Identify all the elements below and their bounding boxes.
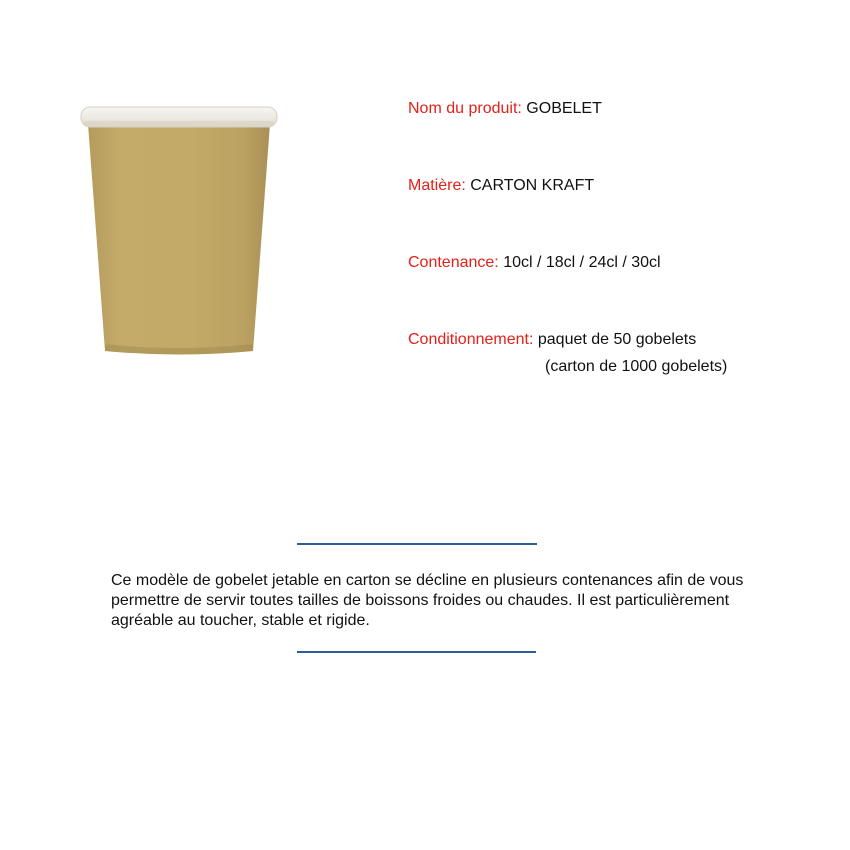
spec-label: Contenance: — [408, 254, 499, 271]
divider-top — [297, 543, 537, 545]
spec-value: CARTON KRAFT — [470, 177, 595, 194]
cup-body — [88, 124, 270, 355]
kraft-paper-cup-icon — [78, 104, 282, 360]
spec-product-name — [408, 98, 602, 120]
spec-label: Conditionnement: — [408, 331, 534, 348]
spec-capacity — [408, 252, 661, 274]
spec-value: paquet de 50 gobelets — [537, 331, 697, 348]
product-description: Ce modèle de gobelet jetable en carton se décline en plusieurs contenances afin de vous permettre de servir toutes tailles de boissons froides ou chaudes. Il est particulièrement agréable au toucher, stable et rigide. — [111, 572, 744, 629]
spec-label: Nom du produit: — [408, 100, 522, 117]
product-image — [78, 104, 282, 360]
spec-value: 10cl / 18cl / 24cl / 30cl — [503, 254, 661, 271]
spec-packaging — [408, 329, 696, 351]
spec-material — [408, 175, 594, 197]
divider-bottom — [297, 651, 536, 653]
spec-label: Matière: — [408, 177, 466, 194]
spec-packaging-sub: (carton de 1000 gobelets) — [545, 358, 728, 375]
spec-value: GOBELET — [526, 100, 602, 117]
